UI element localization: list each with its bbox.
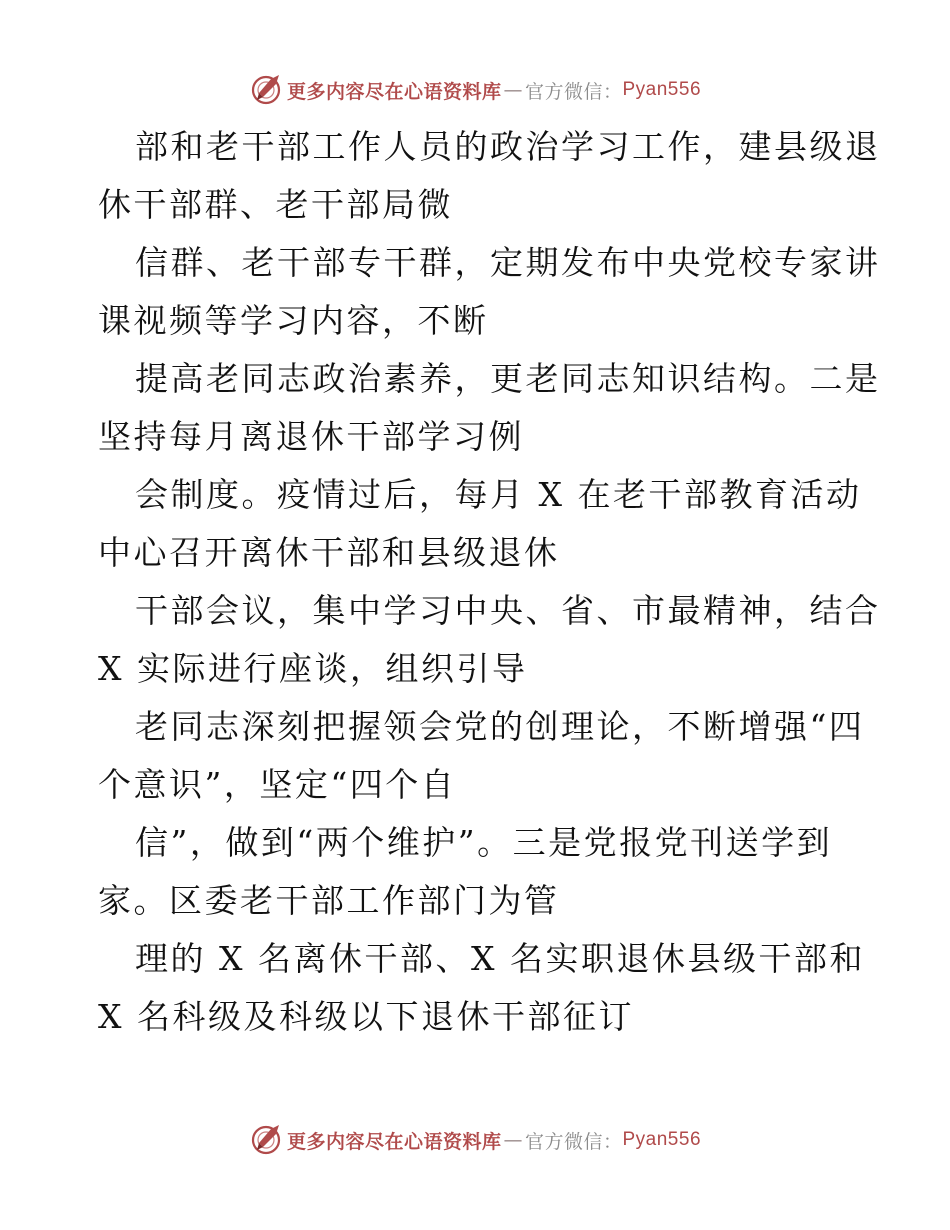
text-line: 信群、老干部专干群，定期发布中央党校专家讲 (135, 243, 881, 282)
watermark-brand-text: 更多内容尽在心语资料库 (286, 1130, 502, 1153)
text-line: 家。区委老干部工作部门为管 (98, 881, 560, 920)
footer-watermark (0, 1120, 950, 1160)
text-line: 坚持每月离退休干部学习例 (98, 417, 524, 456)
pen-logo-icon (249, 1123, 283, 1157)
header-watermark (0, 70, 950, 110)
text-line: 理的 X 名离休干部、X 名实职退休县级干部和 (135, 939, 865, 978)
document-body (98, 118, 881, 1046)
text-line: 部和老干部工作人员的政治学习工作，建县级退 (135, 127, 881, 166)
watermark-wechat-id: Pyan556 (622, 1129, 702, 1150)
watermark-wechat-label: 官方微信： (524, 80, 623, 103)
text-line: X 名科级及科级以下退休干部征订 (98, 997, 634, 1036)
watermark-wechat-label: 官方微信： (524, 1130, 623, 1153)
text-line: 个意识”，坚定“四个自 (98, 765, 457, 804)
text-line: 会制度。疫情过后，每月 X 在老干部教育活动 (135, 475, 862, 514)
text-line: 休干部群、老干部局微 (98, 185, 453, 224)
watermark-brand-text: 更多内容尽在心语资料库 (286, 80, 502, 103)
text-line: X 实际进行座谈，组织引导 (98, 649, 528, 688)
text-line: 信”，做到“两个维护”。三是党报党刊送学到 (135, 823, 833, 862)
text-line: 干部会议，集中学习中央、省、市最精神，结合 (135, 591, 881, 630)
text-line: 老同志深刻把握领会党的创理论，不断增强“四 (135, 707, 865, 746)
text-line: 提高老同志政治素养，更老同志知识结构。二是 (135, 359, 881, 398)
text-line: 中心召开离休干部和县级退休 (98, 533, 560, 572)
pen-logo-icon (249, 73, 283, 107)
watermark-wechat-id: Pyan556 (622, 79, 702, 100)
watermark-separator: — (503, 79, 523, 101)
watermark-separator: — (503, 1129, 523, 1151)
text-line: 课视频等学习内容，不断 (98, 301, 489, 340)
